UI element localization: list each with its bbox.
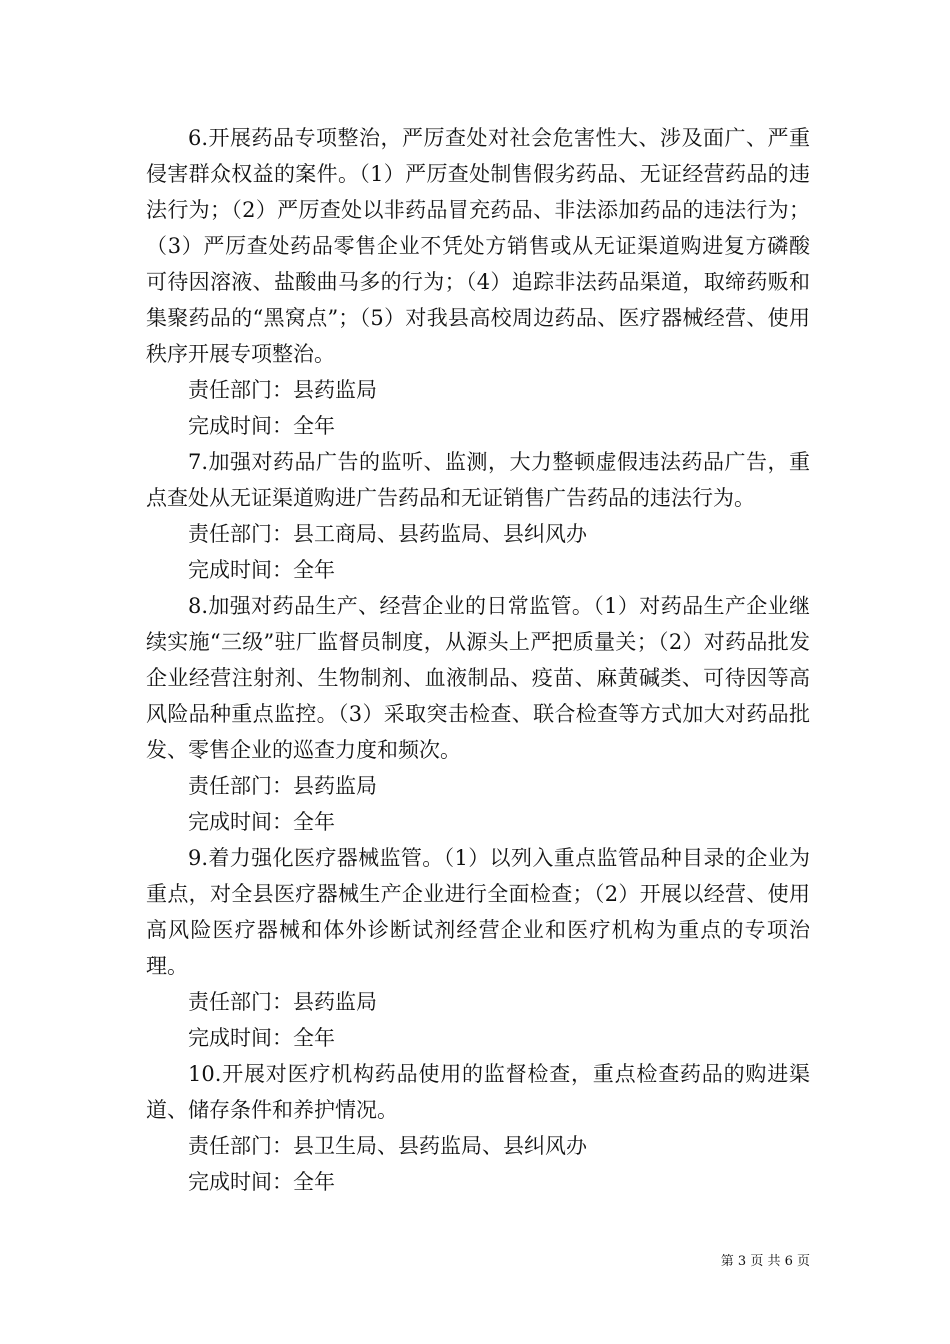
responsible-department: 责任部门：县药监局 xyxy=(188,774,377,798)
section-paragraph: 7.加强对药品广告的监听、监测，大力整顿虚假违法药品广告，重点查处从无证渠道购进广告药品和无证销售广告药品的违法行为。 xyxy=(146,450,810,510)
section-paragraph: 10.开展对医疗机构药品使用的监督检查，重点检查药品的购进渠道、储存条件和养护情况。 xyxy=(146,1062,810,1122)
section-paragraph: 9.着力强化医疗器械监管。（1）以列入重点监管品种目录的企业为重点，对全县医疗器械生产企业进行全面检查；（2）开展以经营、使用高风险医疗器械和体外诊断试剂经营企业和医疗机构为重点的专项治理。 xyxy=(146,846,810,978)
section-paragraph: 8.加强对药品生产、经营企业的日常监管。（1）对药品生产企业继续实施“三级”驻厂监督员制度，从源头上严把质量关；（2）对药品批发企业经营注射剂、生物制剂、血液制品、疫苗、麻黄碱类、可待因等高风险品种重点监控。（3）采取突击检查、联合检查等方式加大对药品批发、零售企业的巡查力度和频次。 xyxy=(146,594,810,762)
section-item-10 xyxy=(146,1056,810,1200)
page-number-footer: 第 3 页 共 6 页 xyxy=(720,1254,810,1269)
document-body xyxy=(146,120,810,1200)
completion-time: 完成时间：全年 xyxy=(188,414,335,438)
section-paragraph: 6.开展药品专项整治，严厉查处对社会危害性大、涉及面广、严重侵害群众权益的案件。（1）严厉查处制售假劣药品、无证经营药品的违法行为；（2）严厉查处以非药品冒充药品、非法添加药品的违法行为；（3）严厉查处药品零售企业不凭处方销售或从无证渠道购进复方磷酸可待因溶液、盐酸曲马多的行为；（4）追踪非法药品渠道，取缔药贩和集聚药品的“黑窝点”；（5）对我县高校周边药品、医疗器械经营、使用秩序开展专项整治。 xyxy=(146,126,810,366)
section-item-8 xyxy=(146,588,810,840)
completion-time: 完成时间：全年 xyxy=(188,1026,335,1050)
section-item-7 xyxy=(146,444,810,588)
responsible-department: 责任部门：县卫生局、县药监局、县纠风办 xyxy=(188,1134,587,1158)
section-item-9 xyxy=(146,840,810,1056)
responsible-department: 责任部门：县药监局 xyxy=(188,990,377,1014)
section-item-6 xyxy=(146,120,810,444)
responsible-department: 责任部门：县药监局 xyxy=(188,378,377,402)
completion-time: 完成时间：全年 xyxy=(188,1170,335,1194)
responsible-department: 责任部门：县工商局、县药监局、县纠风办 xyxy=(188,522,587,546)
completion-time: 完成时间：全年 xyxy=(188,558,335,582)
completion-time: 完成时间：全年 xyxy=(188,810,335,834)
